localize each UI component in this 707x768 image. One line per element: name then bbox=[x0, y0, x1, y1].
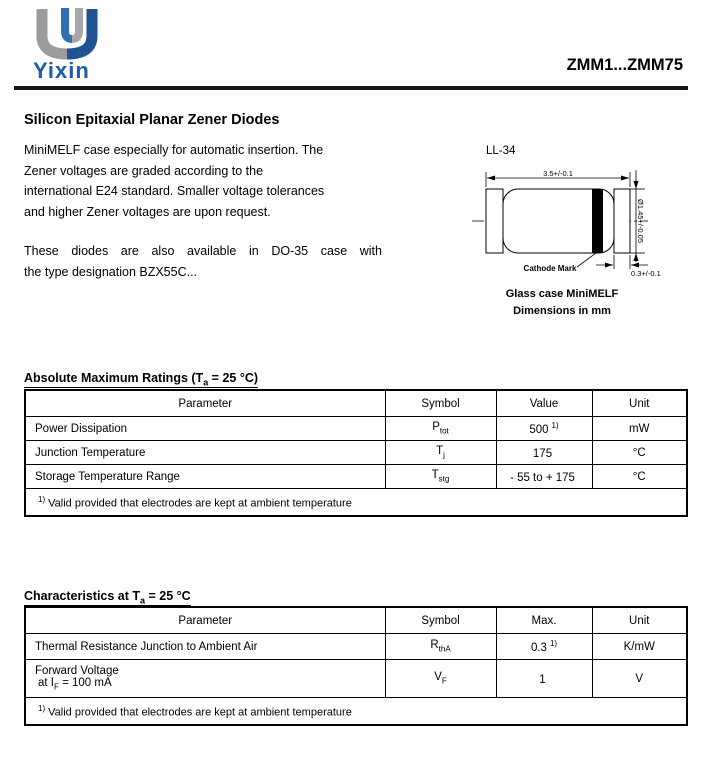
cell-symbol: $P_{tot}$ bbox=[385, 417, 496, 441]
table-row bbox=[25, 660, 687, 698]
col-header-symbol: Symbol bbox=[385, 607, 496, 634]
cell-parameter: Forward Voltage at $I_F = 100$ mA bbox=[25, 660, 385, 698]
cell-unit: V bbox=[592, 660, 687, 698]
footnote-cell: $^{1)}$ Valid provided that electrodes are kept at ambient temperature bbox=[25, 489, 687, 517]
cell-symbol: $V_F$ bbox=[385, 660, 496, 698]
cell-parameter: Thermal Resistance Junction to Ambient Air bbox=[25, 634, 385, 660]
cell-value: 0.3 $^{1)}$ bbox=[496, 634, 592, 660]
cell-value: 500 $^{1)}$ bbox=[496, 417, 592, 441]
left-end-cap bbox=[486, 189, 503, 253]
col-header-parameter: Parameter bbox=[25, 607, 385, 634]
col-header-max: Max. bbox=[496, 607, 592, 634]
right-end-cap bbox=[614, 189, 630, 253]
cell-unit: °C bbox=[592, 441, 687, 465]
paragraph-line: Zener voltages are graded according to the bbox=[24, 163, 264, 178]
cathode-mark-label: Cathode Mark bbox=[523, 264, 577, 273]
cell-value: 1 bbox=[496, 660, 592, 698]
do35-paragraph bbox=[24, 241, 382, 282]
cell-unit: °C bbox=[592, 465, 687, 489]
page-title: Silicon Epitaxial Planar Zener Diodes bbox=[24, 112, 280, 128]
col-header-unit: Unit bbox=[592, 390, 687, 417]
cell-parameter: Power Dissipation bbox=[25, 417, 385, 441]
paragraph-line: international E24 standard. Smaller voltage tolerances bbox=[24, 184, 325, 198]
paragraph-line: and higher Zener voltages are upon request. bbox=[24, 204, 271, 219]
characteristics-heading: Characteristics at $T_a = 25$ °C bbox=[24, 589, 191, 606]
cathode-leader-line bbox=[577, 253, 596, 267]
length-dimension-label: 3.5+/-0.1 bbox=[543, 169, 573, 178]
cell-symbol: $R_{thA}$ bbox=[385, 634, 496, 660]
cap-dimension-label: 0.3+/-0.1 bbox=[631, 269, 661, 278]
part-number-title: ZMM1...ZMM75 bbox=[566, 56, 683, 74]
table-header-row bbox=[25, 607, 687, 634]
paragraph-line: MiniMELF case especially for automatic insertion. The bbox=[24, 143, 324, 157]
col-header-unit: Unit bbox=[592, 607, 687, 634]
package-name-label: LL-34 bbox=[486, 145, 516, 157]
brand-name: Yixin bbox=[33, 58, 90, 83]
footnote-row bbox=[25, 698, 687, 726]
col-header-symbol: Symbol bbox=[385, 390, 496, 417]
cell-parameter: Storage Temperature Range bbox=[25, 465, 385, 489]
footnote-row bbox=[25, 489, 687, 517]
table-row bbox=[25, 634, 687, 660]
header-divider bbox=[14, 86, 688, 90]
description-paragraph bbox=[24, 140, 382, 222]
table-header-row bbox=[25, 390, 687, 417]
cell-value: - 55 to + 175 bbox=[496, 465, 592, 489]
cell-unit: mW bbox=[592, 417, 687, 441]
table-row bbox=[25, 465, 687, 489]
footnote-cell: $^{1)}$ Valid provided that electrodes are kept at ambient temperature bbox=[25, 698, 687, 726]
cell-value: 175 bbox=[496, 441, 592, 465]
table-row bbox=[25, 417, 687, 441]
abs-max-table bbox=[24, 389, 688, 517]
package-drawing bbox=[470, 165, 698, 287]
abs-max-heading: Absolute Maximum Ratings ($T_a = 25$ °C) bbox=[24, 371, 259, 388]
paragraph-line: the type designation BZX55C... bbox=[24, 264, 198, 279]
cell-parameter: Junction Temperature bbox=[25, 441, 385, 465]
cell-symbol: $T_{stg}$ bbox=[385, 465, 496, 489]
col-header-value: Value bbox=[496, 390, 592, 417]
cell-unit: K/mW bbox=[592, 634, 687, 660]
paragraph-line: These diodes are also available in DO-35 case with bbox=[24, 244, 382, 258]
table-row bbox=[25, 441, 687, 465]
cathode-band bbox=[592, 190, 603, 253]
dimensions-caption: Dimensions in mm bbox=[513, 305, 611, 317]
characteristics-table bbox=[24, 606, 688, 726]
diameter-dimension-label: Ø1.45+/-0.05 bbox=[636, 199, 645, 243]
col-header-parameter: Parameter bbox=[25, 390, 385, 417]
brand-logo-u-icon bbox=[34, 8, 100, 60]
case-caption: Glass case MiniMELF bbox=[505, 288, 619, 300]
cell-symbol: $T_j$ bbox=[385, 441, 496, 465]
